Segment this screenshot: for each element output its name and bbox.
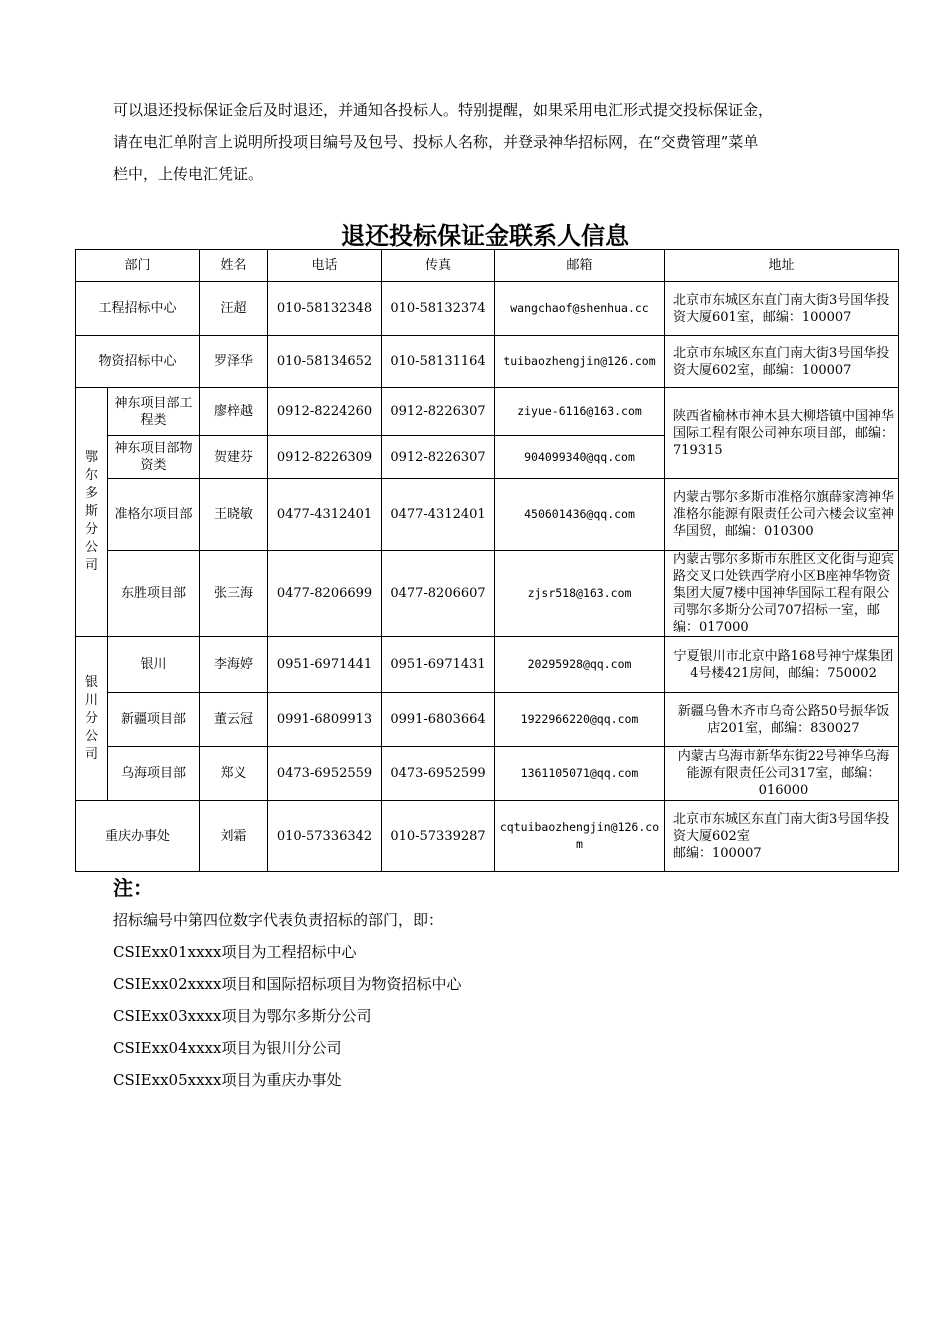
email-cell: 1361105071@qq.com bbox=[495, 747, 665, 801]
phone-cell: 0477-4312401 bbox=[268, 479, 382, 551]
phone-cell: 010-57336342 bbox=[268, 801, 382, 872]
header-address: 地址 bbox=[665, 250, 899, 282]
group-cell-eerduosi bbox=[76, 388, 108, 637]
email-cell: 20295928@qq.com bbox=[495, 637, 665, 693]
dept-cell: 神东项目部物资类 bbox=[108, 436, 200, 479]
phone-cell: 0473-6952559 bbox=[268, 747, 382, 801]
address-line: 北京市东城区东直门南大街3号国华投资大厦602室 bbox=[673, 811, 890, 844]
table-row bbox=[76, 282, 899, 336]
table-row bbox=[76, 637, 899, 693]
name-cell: 张三海 bbox=[200, 551, 268, 637]
email-cell: 450601436@qq.com bbox=[495, 479, 665, 551]
contacts-table bbox=[75, 249, 899, 872]
fax-cell: 010-58131164 bbox=[382, 336, 495, 388]
phone-cell: 0951-6971441 bbox=[268, 637, 382, 693]
name-cell: 刘霜 bbox=[200, 801, 268, 872]
dept-cell: 银川 bbox=[108, 637, 200, 693]
header-phone: 电话 bbox=[268, 250, 382, 282]
table-row bbox=[76, 801, 899, 872]
fax-cell: 0951-6971431 bbox=[382, 637, 495, 693]
address-cell: 内蒙古乌海市新华东街22号神华乌海能源有限责任公司317室，邮编：016000 bbox=[665, 747, 899, 801]
dept-cell: 新疆项目部 bbox=[108, 693, 200, 747]
group-label: 银川分公司 bbox=[84, 674, 98, 762]
fax-cell: 0477-8206607 bbox=[382, 551, 495, 637]
address-cell: 北京市东城区东直门南大街3号国华投资大厦602室，邮编：100007 bbox=[665, 336, 899, 388]
header-email: 邮箱 bbox=[495, 250, 665, 282]
address-cell: 新疆乌鲁木齐市乌奇公路50号振华饭店201室，邮编：830027 bbox=[665, 693, 899, 747]
notes-list bbox=[113, 904, 461, 1096]
intro-line: 栏中，上传电汇凭证。 bbox=[113, 165, 264, 183]
address-cell: 北京市东城区东直门南大街3号国华投资大厦601室，邮编：100007 bbox=[665, 282, 899, 336]
dept-cell: 工程招标中心 bbox=[76, 282, 200, 336]
phone-cell: 0912-8226309 bbox=[268, 436, 382, 479]
address-line: 邮编：100007 bbox=[673, 845, 762, 861]
dept-cell: 重庆办事处 bbox=[76, 801, 200, 872]
phone-cell: 0991-6809913 bbox=[268, 693, 382, 747]
group-label: 鄂尔多斯分公司 bbox=[84, 450, 98, 573]
name-cell: 贺建芬 bbox=[200, 436, 268, 479]
intro-paragraph bbox=[113, 94, 873, 190]
group-cell-yinchuan bbox=[76, 637, 108, 801]
notes-title: 注： bbox=[113, 876, 153, 900]
address-cell: 宁夏银川市北京中路168号神宁煤集团4号楼421房间，邮编：750002 bbox=[665, 637, 899, 693]
fax-cell: 0473-6952599 bbox=[382, 747, 495, 801]
table-row bbox=[76, 551, 899, 637]
name-cell: 王晓敏 bbox=[200, 479, 268, 551]
phone-cell: 0477-8206699 bbox=[268, 551, 382, 637]
phone-cell: 010-58132348 bbox=[268, 282, 382, 336]
header-fax: 传真 bbox=[382, 250, 495, 282]
name-cell: 郑义 bbox=[200, 747, 268, 801]
table-header-row bbox=[76, 250, 899, 282]
table-row bbox=[76, 336, 899, 388]
dept-cell: 物资招标中心 bbox=[76, 336, 200, 388]
note-line: CSIExx05xxxx项目为重庆办事处 bbox=[113, 1071, 342, 1089]
dept-cell: 东胜项目部 bbox=[108, 551, 200, 637]
email-cell: 904099340@qq.com bbox=[495, 436, 665, 479]
email-cell: wangchaof@shenhua.cc bbox=[495, 282, 665, 336]
address-cell: 内蒙古鄂尔多斯市准格尔旗薛家湾神华准格尔能源有限责任公司六楼会议室神华国贸，邮编：010300 bbox=[665, 479, 899, 551]
phone-cell: 010-58134652 bbox=[268, 336, 382, 388]
fax-cell: 0991-6803664 bbox=[382, 693, 495, 747]
fax-cell: 0912-8226307 bbox=[382, 388, 495, 436]
name-cell: 廖梓越 bbox=[200, 388, 268, 436]
phone-cell: 0912-8224260 bbox=[268, 388, 382, 436]
name-cell: 李海婷 bbox=[200, 637, 268, 693]
fax-cell: 0912-8226307 bbox=[382, 436, 495, 479]
table-title: 退还投标保证金联系人信息 bbox=[341, 222, 629, 250]
table-row bbox=[76, 747, 899, 801]
email-cell: cqtuibaozhengjin@126.com bbox=[495, 801, 665, 872]
email-cell: ziyue-6116@163.com bbox=[495, 388, 665, 436]
note-line: CSIExx01xxxx项目为工程招标中心 bbox=[113, 943, 357, 961]
table-row bbox=[76, 479, 899, 551]
address-cell: 陕西省榆林市神木县大柳塔镇中国神华国际工程有限公司神东项目部，邮编：719315 bbox=[665, 388, 899, 479]
name-cell: 汪超 bbox=[200, 282, 268, 336]
address-cell: 内蒙古鄂尔多斯市东胜区文化街与迎宾路交叉口处铁西学府小区B座神华物资集团大厦7楼中国神华国际工程有限公司鄂尔多斯分公司707招标一室，邮编：017000 bbox=[665, 551, 899, 637]
note-line: CSIExx02xxxx项目和国际招标项目为物资招标中心 bbox=[113, 975, 462, 993]
note-line: 招标编号中第四位数字代表负责招标的部门，即： bbox=[113, 911, 444, 929]
note-line: CSIExx03xxxx项目为鄂尔多斯分公司 bbox=[113, 1007, 372, 1025]
fax-cell: 010-57339287 bbox=[382, 801, 495, 872]
dept-cell: 神东项目部工程类 bbox=[108, 388, 200, 436]
email-cell: 1922966220@qq.com bbox=[495, 693, 665, 747]
fax-cell: 0477-4312401 bbox=[382, 479, 495, 551]
address-cell bbox=[665, 801, 899, 872]
name-cell: 罗泽华 bbox=[200, 336, 268, 388]
dept-cell: 准格尔项目部 bbox=[108, 479, 200, 551]
table-row bbox=[76, 693, 899, 747]
header-name: 姓名 bbox=[200, 250, 268, 282]
fax-cell: 010-58132374 bbox=[382, 282, 495, 336]
dept-cell: 乌海项目部 bbox=[108, 747, 200, 801]
note-line: CSIExx04xxxx项目为银川分公司 bbox=[113, 1039, 342, 1057]
email-cell: zjsr518@163.com bbox=[495, 551, 665, 637]
name-cell: 董云冠 bbox=[200, 693, 268, 747]
email-cell: tuibaozhengjin@126.com bbox=[495, 336, 665, 388]
table-row bbox=[76, 388, 899, 436]
intro-line: 可以退还投标保证金后及时退还，并通知各投标人。特别提醒，如果采用电汇形式提交投标保证金， bbox=[113, 101, 774, 119]
intro-line: 请在电汇单附言上说明所投项目编号及包号、投标人名称，并登录神华招标网，在“交费管理”菜单 bbox=[113, 133, 759, 151]
header-dept: 部门 bbox=[76, 250, 200, 282]
